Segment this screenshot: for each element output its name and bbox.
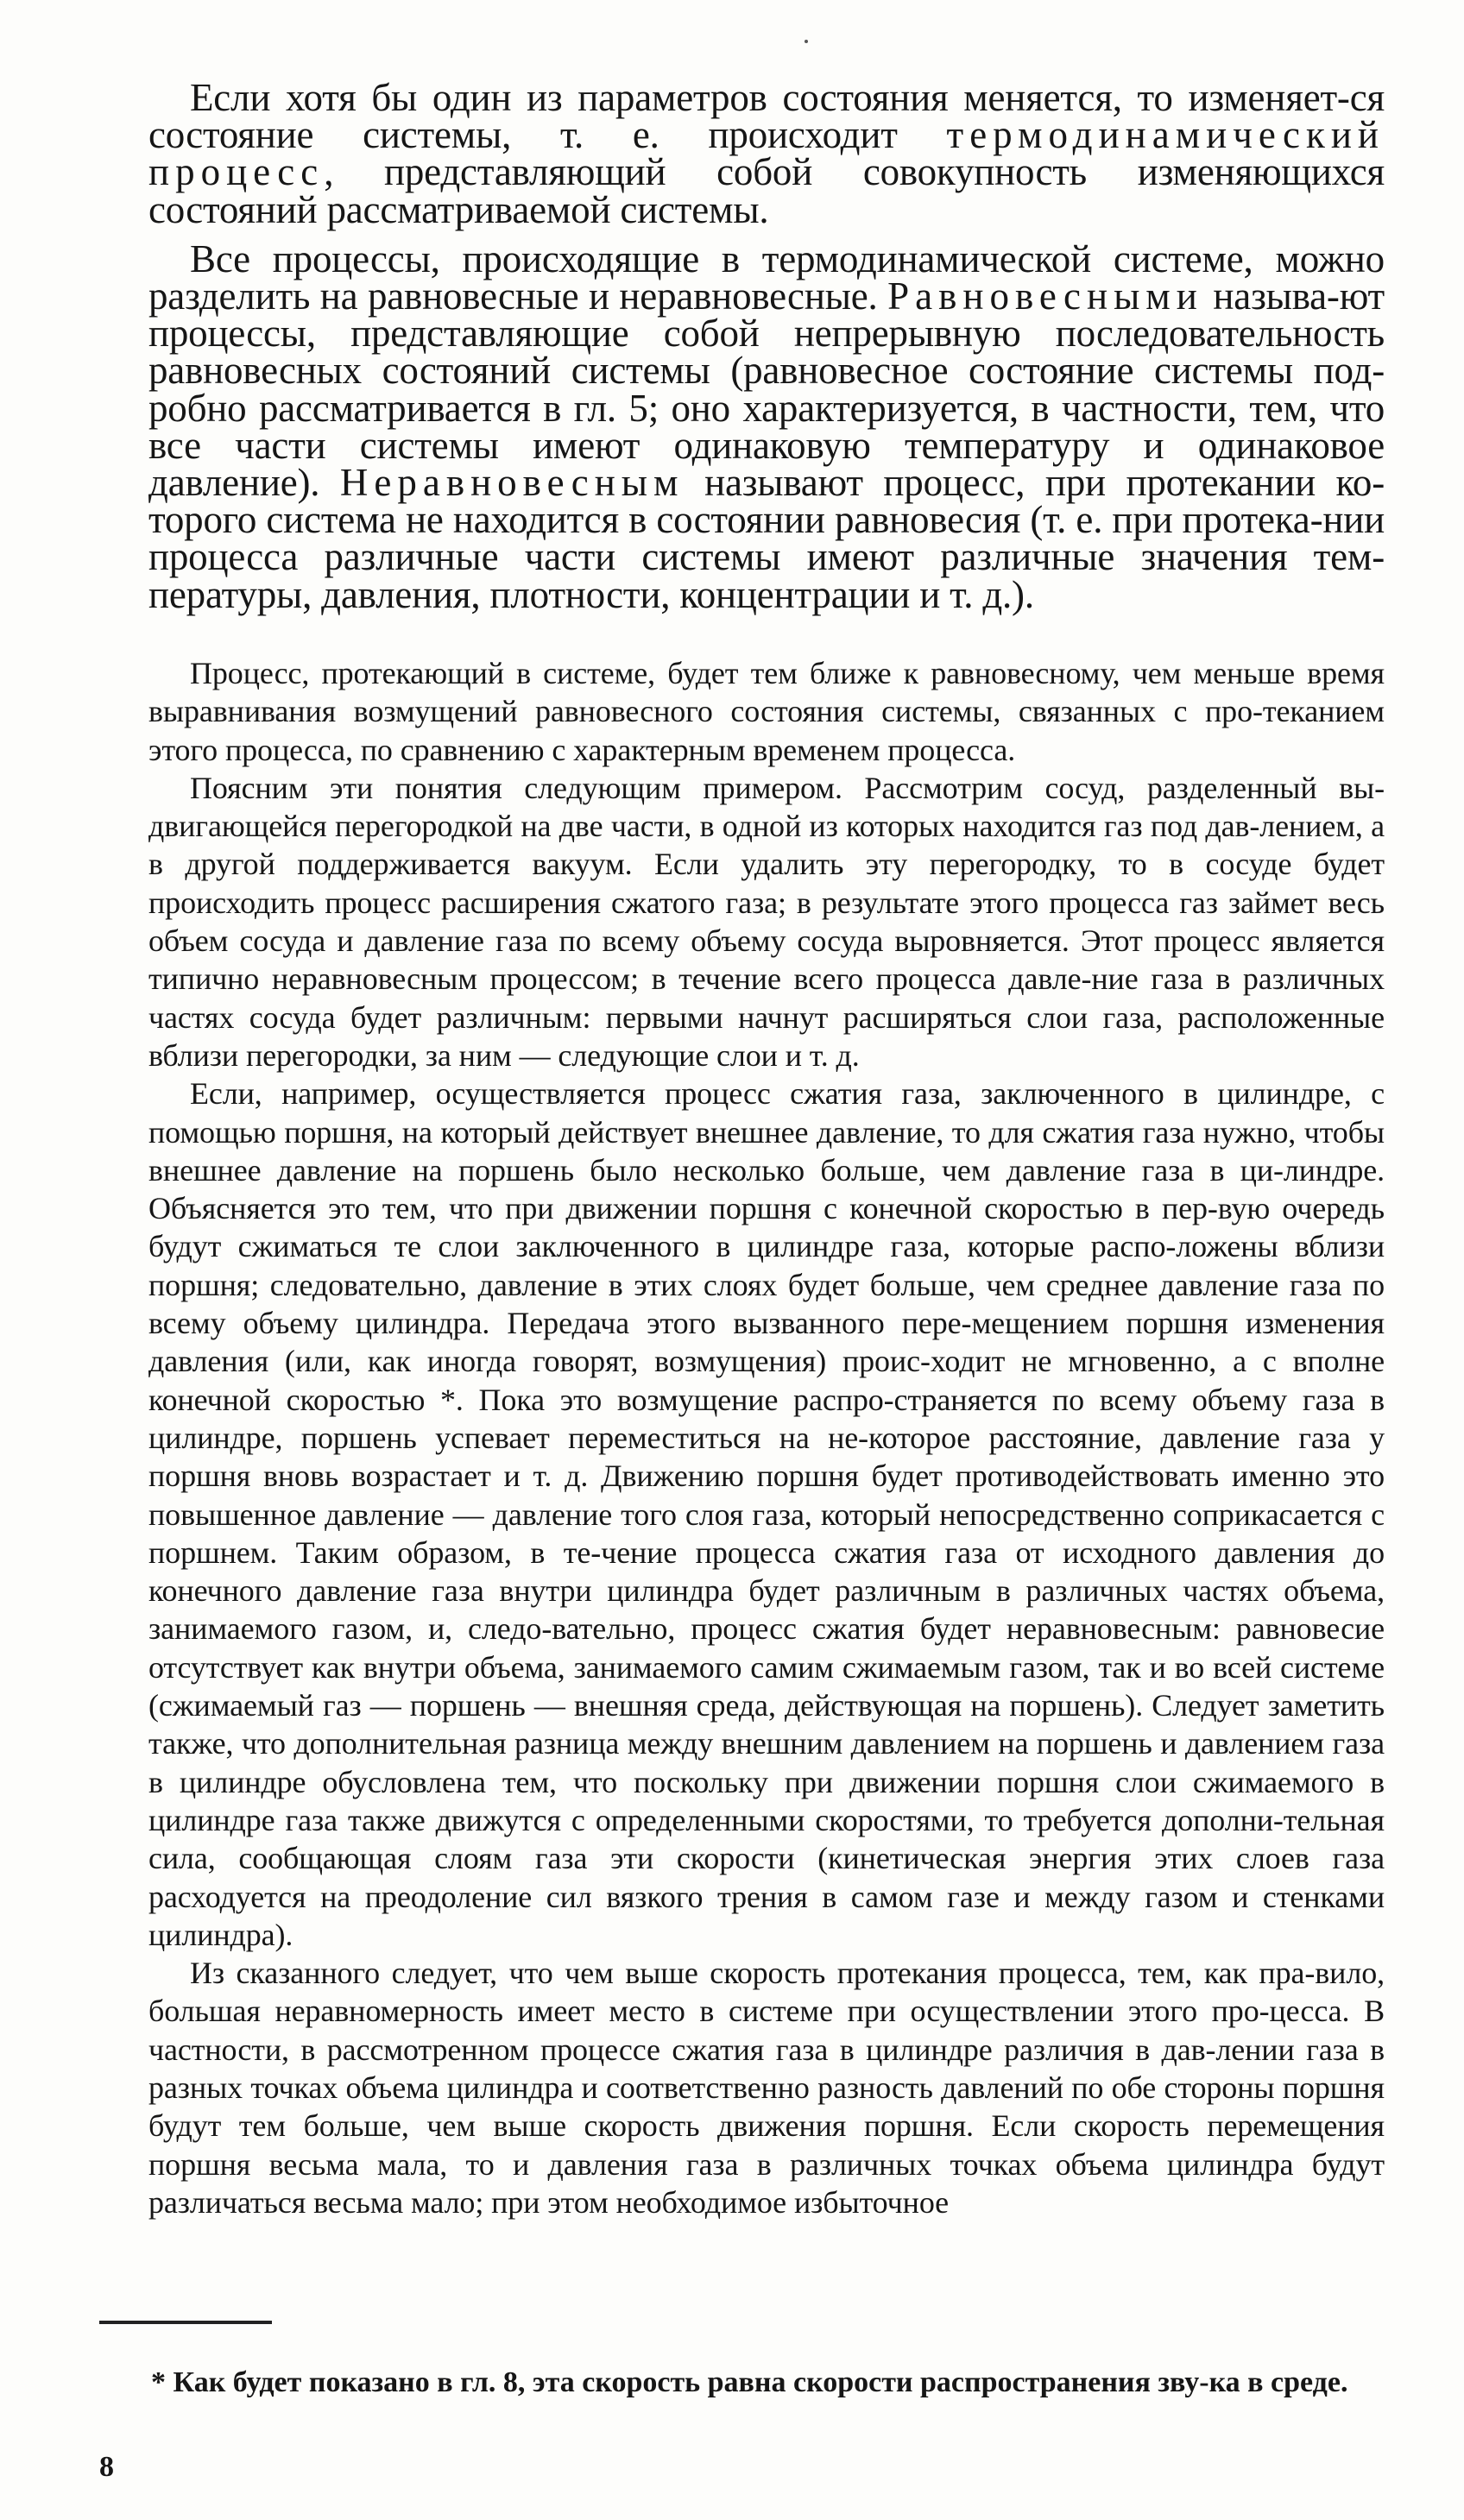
- page-number: 8: [99, 2451, 114, 2483]
- term-thermodynamic-process: термодинамический процесс: [148, 113, 1385, 194]
- paragraph-process-definition: Если хотя бы один из параметров состояния меняется, то изменяет-ся состояние системы, т. е. происходит термодинамический процесс, представляющий собой совокупность изменяющихся состояний рассматриваемой системы.: [148, 76, 1385, 231]
- paragraph-conclusion: Из сказанного следует, что чем выше скорость протекания процесса, тем, как пра-вило, большая неравномерность имеет место в системе при осуществлении этого про-цесса. В частности, в рассмотренном процессе сжатия газа в цилиндре различия в дав-лении газа в разных точках объема цилиндра и соответственно разность давлений по обе стороны поршня будут тем больше, чем выше скорость движения поршня. Если скорость перемещения поршня весьма мала, то и давления газа в различных точках объема цилиндра будут различаться весьма мало; при этом необходимое избыточное: [148, 1956, 1385, 2220]
- body-section: [148, 654, 1385, 2221]
- term-nonequilibrium: Неравновесным: [339, 461, 685, 505]
- print-speck: [805, 40, 808, 43]
- paragraph-piston-example: Если, например, осуществляется процесс сжатия газа, заключенного в цилиндре, с помощью поршня, на который действует внешнее давление, то для сжатия газа нужно, чтобы внешнее давление на поршень было несколько больше, чем давление газа в ци-линдре. Объясняется это тем, что при движении поршня с конечной скоростью в пер-вую очередь будут сжиматься те слои заключенного в цилиндре газа, которые распо-ложены вблизи поршня; следовательно, давление в этих слоях будет больше, чем среднее давление газа по всему объему цилиндра. Передача этого вызванного пере-мещением поршня изменения давления (или, как иногда говорят, возмущения) проис-ходит не мгновенно, а с вполне конечной скоростью *. Пока это возмущение распро-страняется по всему объему газа в цилиндре, поршень успевает переместиться на не-которое расстояние, давление газа у поршня вновь возрастает и т. д. Движению поршня будет противодействовать именно это повышенное давление — давление того слоя газа, который непосредственно соприкасается с поршнем. Таким образом, в те-чение процесса сжатия газа от исходного давления до конечного давление газа внутри цилиндра будет различным в различных частях объема, занимаемого газом, и, следо-вательно, процесс сжатия будет неравновесным: равновесие отсутствует как внутри объема, занимаемого самим сжимаемым газом, так и во всей системе (сжимаемый газ — поршень — внешняя среда, действующая на поршень). Следует заметить также, что дополнительная разница между внешним давлением на поршень и давлением газа в цилиндре обусловлена тем, что поскольку при движении поршня слои сжимаемого в цилиндре газа также движутся с определенными скоростями, то требуется дополни-тельная сила, сообщающая слоям газа эти скорости (кинетическая энергия этих слоев газа расходуется на преодоление сил вязкого трения в самом газе и между газом и стенками цилиндра).: [148, 1076, 1385, 1952]
- paragraph-equilibrium-processes: Все процессы, происходящие в термодинамической системе, можно разделить на равновесные и неравновесные. Равновесными называ-ют процессы, представляющие собой непрерывную последовательность равновесных состояний системы (равновесное состояние системы под-робно рассматривается в гл. 5; оно характеризуется, в частности, тем, что все части системы имеют одинаковую температуру и одинаковое давление). Неравновесным называют процесс, при протекании ко-торого система не находится в состоянии равновесия (т. е. при протека-нии процесса различные части системы имеют различные значения тем-пературы, давления, плотности, концентрации и т. д.).: [148, 236, 1385, 616]
- term-equilibrium: Равновесными: [887, 274, 1203, 318]
- footnote-divider: [99, 2321, 272, 2324]
- intro-section: [148, 76, 1385, 616]
- footnote: * Как будет показано в гл. 8, эта скорость равна скорости распространения зву-ка в среде.: [151, 2366, 1348, 2398]
- paragraph-relaxation-time: Процесс, протекающий в системе, будет тем ближе к равновесному, чем меньше время выравнивания возмущений равновесного состояния системы, связанных с про-теканием этого процесса, по сравнению с характерным временем процесса.: [148, 656, 1385, 767]
- paragraph-vessel-example: Поясним эти понятия следующим примером. Рассмотрим сосуд, разделенный вы-двигающейся перегородкой на две части, в одной из которых находится газ под дав-лением, а в другой поддерживается вакуум. Если удалить эту перегородку, то в сосуде будет происходить процесс расширения сжатого газа; в результате этого процесса газ займет весь объем сосуда и давление газа по всему объему сосуда выровняется. Этот процесс является типично неравновесным процессом; в течение всего процесса давле-ние газа в различных частях сосуда будет различным: первыми начнут расширяться слои газа, расположенные вблизи перегородки, за ним — следующие слои и т. д.: [148, 770, 1385, 1073]
